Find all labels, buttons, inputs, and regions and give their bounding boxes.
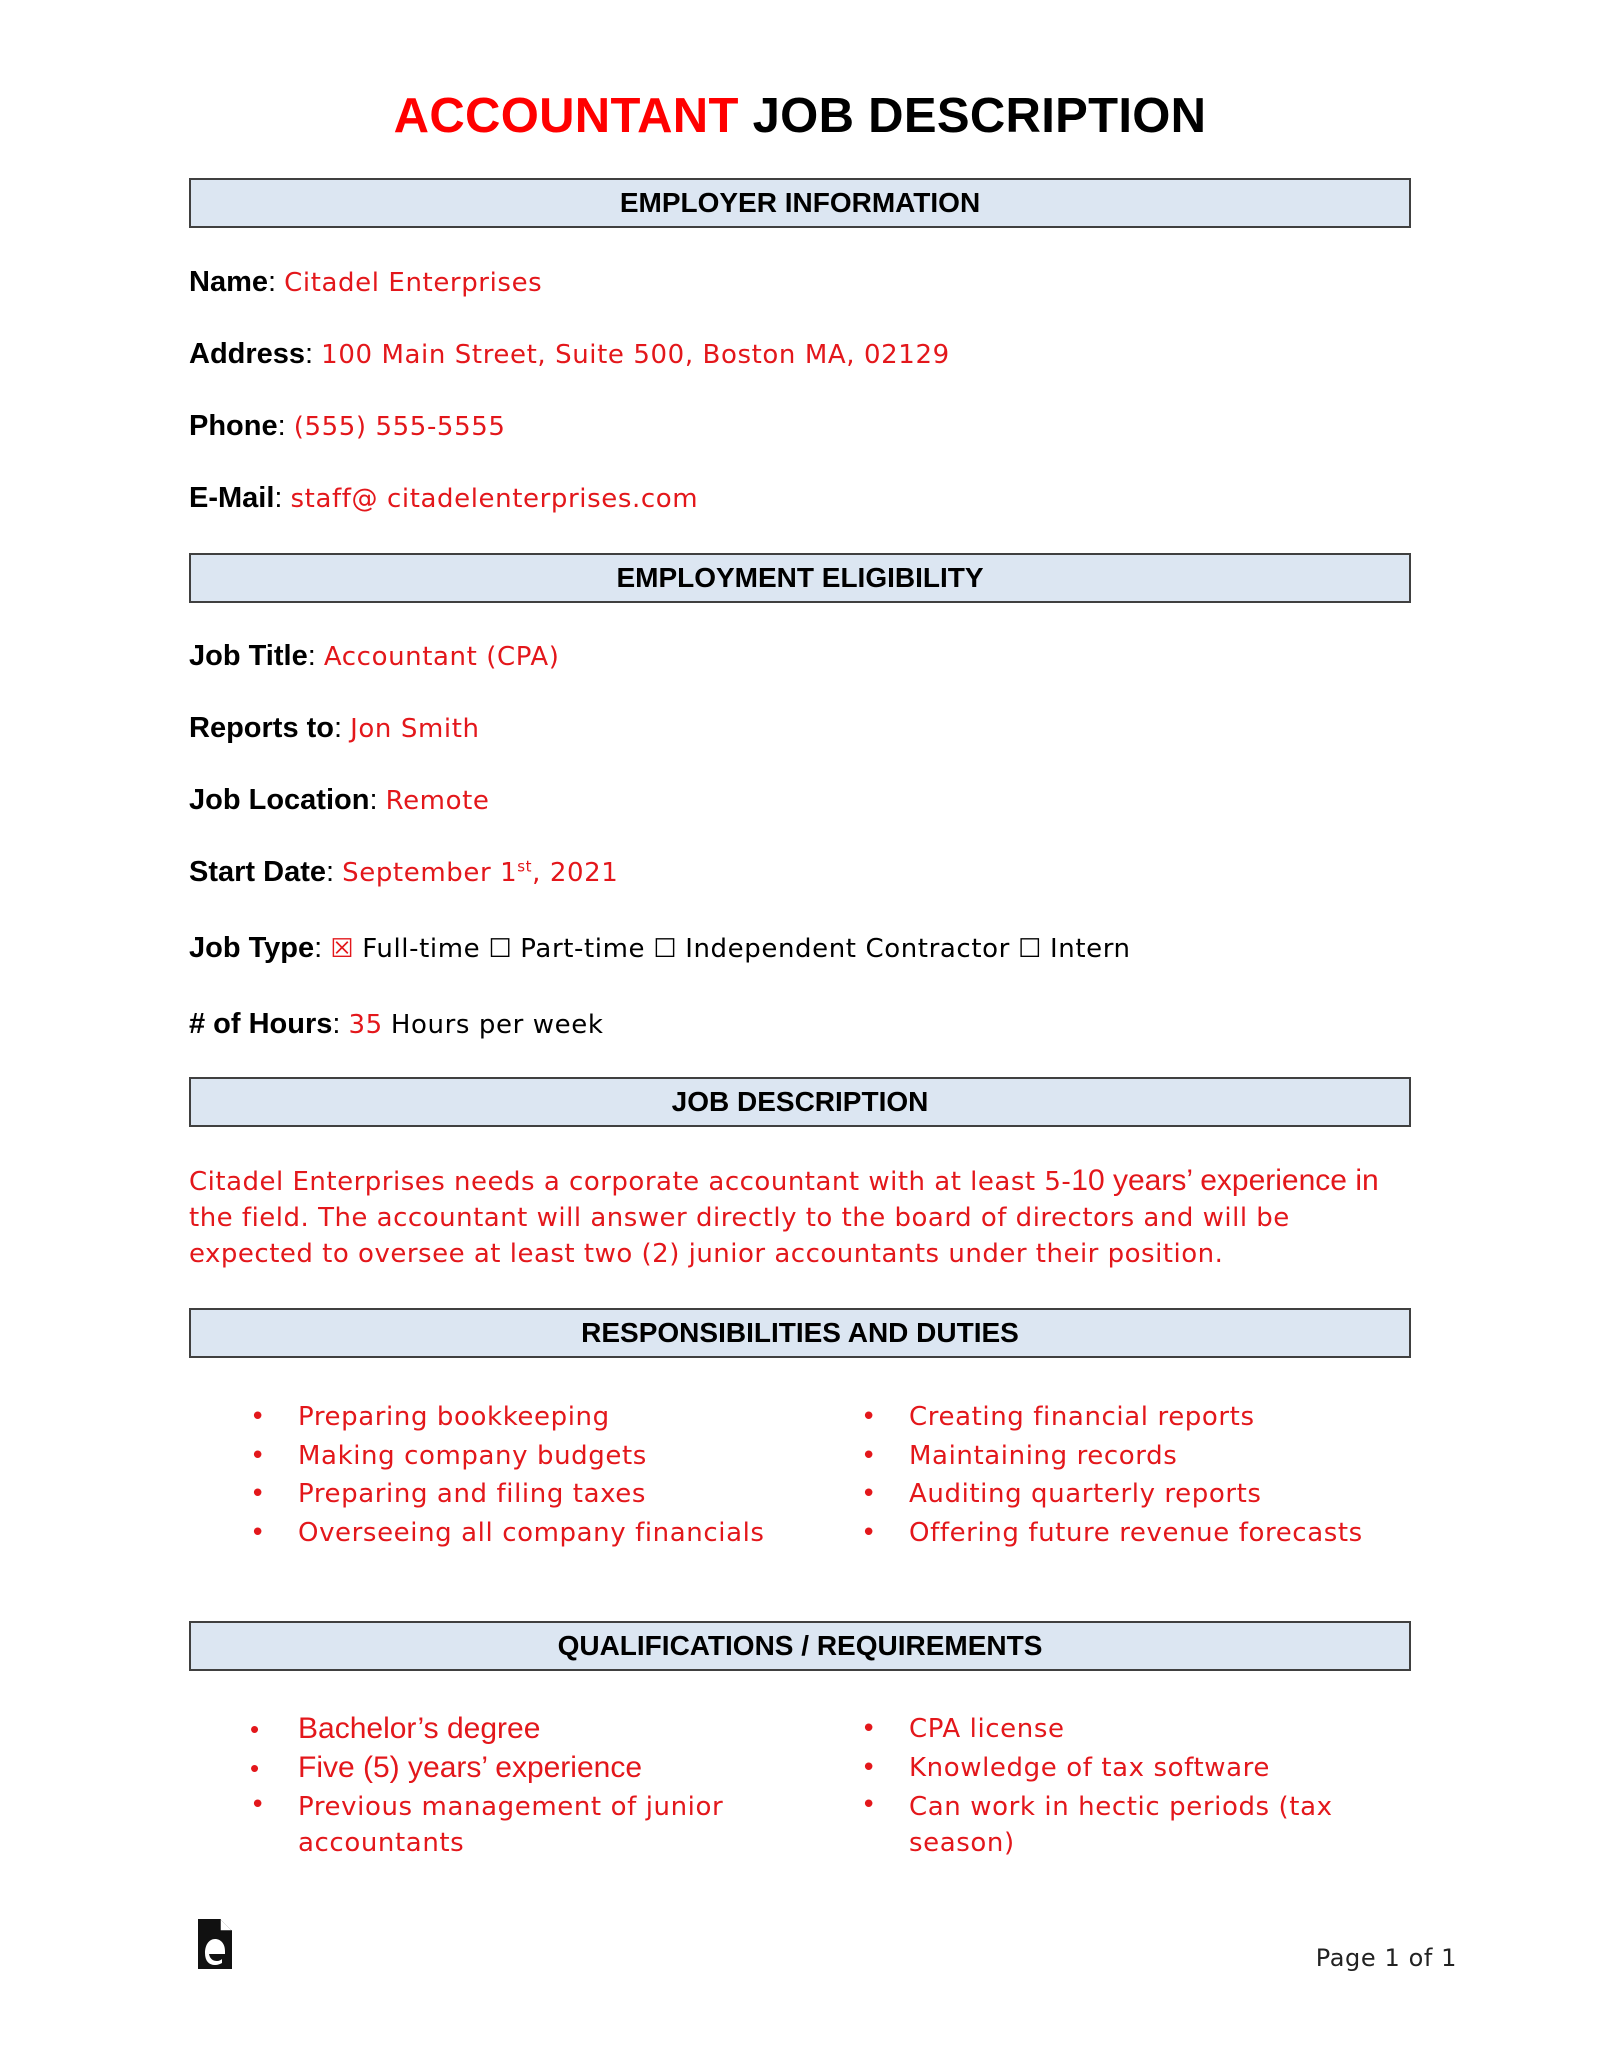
bullet-icon: • [250,1790,266,1820]
employer-address-field: Address: 100 Main Street, Suite 500, Boston MA, 02129 [189,338,950,370]
start-date-label: Start Date [189,856,326,888]
reports-to-field: Reports to: Jon Smith [189,712,480,744]
list-item: • CPA license [861,1710,1381,1749]
section-employment-eligibility: EMPLOYMENT ELIGIBILITY [189,553,1411,603]
start-date-value: September 1st, 2021 [342,857,619,888]
bullet-icon: • [250,1440,266,1471]
job-description-part3: the field. The accountant will answer directly to the board of directors and will be expected to oversee at least two (2) junior accountants under their position. [189,1203,1290,1269]
reports-to-value: Jon Smith [350,714,480,744]
title-rest: JOB DESCRIPTION [752,89,1207,143]
section-responsibilities-duties: RESPONSIBILITIES AND DUTIES [189,1308,1411,1358]
list-item: • Five (5) years’ experience [250,1749,770,1788]
page-number: Page 1 of 1 [1315,1944,1457,1972]
job-description-part1: Citadel Enterprises needs a corporate accountant with at least 5- [189,1167,1072,1197]
employer-address-label: Address [189,338,306,370]
list-item: • Auditing quarterly reports [861,1475,1363,1514]
section-job-description: JOB DESCRIPTION [189,1077,1411,1127]
list-item: • Overseeing all company financials [250,1514,765,1553]
section-qualifications-requirements: QUALIFICATIONS / REQUIREMENTS [189,1621,1411,1671]
job-location-value: Remote [385,786,490,816]
hours-unit: Hours per week [390,1010,604,1040]
duties-list-left [250,1398,765,1552]
job-type-field: Job Type: ☒ Full-time ☐ Part-time ☐ Independent Contractor ☐ Intern [189,932,1131,964]
employer-name-label: Name [189,266,268,298]
section-employer-information: EMPLOYER INFORMATION [189,178,1411,228]
bullet-icon: • [250,1402,266,1432]
job-type-part-time-label: Part-time [520,934,646,964]
list-item: • Offering future revenue forecasts [861,1514,1363,1553]
employer-phone-field: Phone: (555) 555-5555 [189,410,506,442]
bullet-icon: • [250,1752,260,1783]
reports-to-label: Reports to [189,712,334,744]
bullet-icon: • [861,1440,877,1471]
duties-list-right [861,1398,1363,1552]
document-title [0,88,1600,144]
job-description-text [189,1163,1419,1272]
list-item: • Can work in hectic periods (tax season) [861,1787,1381,1861]
bullet-icon: • [861,1714,877,1744]
job-type-full-time-label: Full-time [362,934,481,964]
qualifications-list-right [861,1710,1381,1861]
job-title-value: Accountant (CPA) [323,642,560,672]
job-type-intern-label: Intern [1049,934,1131,964]
bullet-icon: • [861,1479,877,1509]
employer-email-value: staff@ citadelenterprises.com [290,484,699,514]
list-item: • Previous management of junior accountants [250,1787,770,1861]
job-type-contractor-checkbox[interactable]: ☐ [653,934,678,964]
hours-label: # of Hours [189,1008,333,1040]
job-type-full-time-checkbox[interactable]: ☒ [330,934,355,964]
list-item: • Preparing bookkeeping [250,1398,765,1437]
job-location-field: Job Location: Remote [189,784,490,816]
list-item: • Knowledge of tax software [861,1749,1381,1788]
bullet-icon: • [250,1714,260,1744]
job-location-label: Job Location [189,784,370,816]
list-item: • Maintaining records [861,1437,1363,1476]
job-type-contractor-label: Independent Contractor [685,934,1010,964]
bullet-icon: • [250,1517,266,1548]
eforms-logo-icon [198,1919,232,1969]
job-type-intern-checkbox[interactable]: ☐ [1017,934,1042,964]
job-title-field: Job Title: Accountant (CPA) [189,640,560,672]
title-accent: ACCOUNTANT [393,89,739,143]
list-item: • Making company budgets [250,1437,765,1476]
hours-value: 35 [348,1010,383,1040]
bullet-icon: • [861,1402,877,1432]
employer-address-value: 100 Main Street, Suite 500, Boston MA, 02129 [321,340,950,370]
employer-email-label: E-Mail [189,482,275,514]
job-title-label: Job Title [189,640,308,672]
bullet-icon: • [861,1517,877,1548]
employer-phone-label: Phone [189,410,278,442]
hours-field: # of Hours: 35 Hours per week [189,1008,604,1040]
employer-name-value: Citadel Enterprises [284,268,543,298]
list-item: • Bachelor’s degree [250,1710,770,1749]
employer-email-field: E-Mail: staff@ citadelenterprises.com [189,482,699,514]
employer-phone-value: (555) 555-5555 [293,412,506,442]
list-item: • Creating financial reports [861,1398,1363,1437]
bullet-icon: • [861,1752,877,1783]
qualifications-list-left [250,1710,770,1861]
employer-name-field: Name: Citadel Enterprises [189,266,543,298]
job-type-part-time-checkbox[interactable]: ☐ [488,934,513,964]
job-description-part2: 10 years’ experience in [1071,1164,1379,1197]
bullet-icon: • [250,1479,266,1509]
bullet-icon: • [861,1790,877,1820]
list-item: • Preparing and filing taxes [250,1475,765,1514]
start-date-field: Start Date: September 1st, 2021 [189,856,619,888]
job-type-label: Job Type [189,932,315,964]
